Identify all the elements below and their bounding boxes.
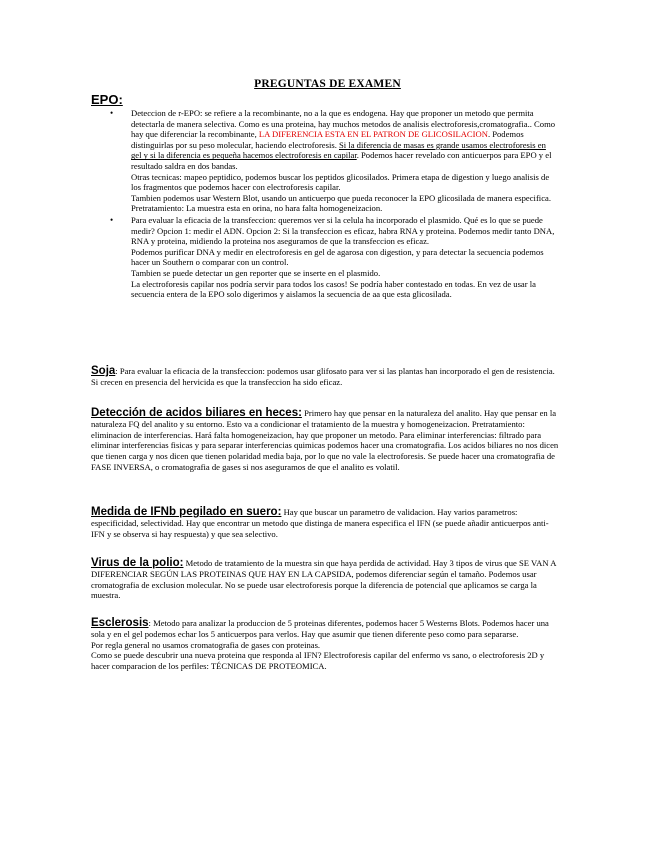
soja-text: : Para evaluar la eficacia de la transfeccion: podemos usar glifosato para ver si las plantas han incorporado el gen de resistencia. Si crecen en presencia del hervicida es que la transfeccion ha sido eficaz.	[91, 366, 555, 387]
epo-b2-p2: Podemos purificar DNA y medir en electroforesis en gel de agarosa con digestion, y para detectar la secuencia podemos hacer un Southern o comparar con un control.	[131, 246, 544, 268]
epo-b1-otras-tecnicas: Otras tecnicas: mapeo peptidico, podemos buscar los peptidos glicosilados. Primera etapa de digestion y luego analisis de los fragmentos que podemos hacer con electroforesis capilar.	[131, 171, 550, 193]
epo-b1-text-b: . Podemos distinguirlas por su peso molecular, haciendo electroforesis.	[131, 129, 524, 150]
polio-caps-text: SE VAN A DIFERENCIAR SEGÚN LAS PROTEINAS QUE HAY EN LA CAPSIDA	[91, 558, 556, 579]
esclerosis-heading: Esclerosis	[91, 617, 149, 629]
epo-bullet1-paragraph	[131, 108, 558, 172]
esclerosis-p1: : Metodo para analizar la produccion de 5 proteinas diferentes, podemos hacer 5 Westerns Blots. Podemos hacer una sola y en el gel podemos echar los 5 anticuerpos para verlos. Hay que asumir que tienen diferente peso como para separarse.	[91, 618, 549, 639]
epo-b2-p1: Para evaluar la eficacia de la transfeccion: queremos ver si la celula ha incorporado el plasmido. Qué es lo que se puede medir? Opcion 1: medir el ADN. Opcion 2: Si la transfeccion es eficaz, habra RNA y proteina. Podemos medir tanto DNA, RNA y proteina, midiendo la proteina nos aseguramos de que la transfeccion es eficaz.	[131, 214, 555, 247]
esclerosis-p3: Como se puede descubrir una nueva proteina que responda al IFN? Electroforesis capilar del enfermo vs sano, o electroforesis 2D y hacer comparacion de los perfiles: TÉCNICAS DE PROTEOMICA.	[91, 650, 545, 672]
bullet-dot: •	[110, 108, 114, 118]
polio-text-a: Metodo de tratamiento de la muestra sin que haya perdida de actividad. Hay 3 tipos de virus que	[183, 558, 519, 568]
acidos-biliares-heading: Detección de acidos biliares en heces:	[91, 407, 302, 419]
page-title: PREGUNTAS DE EXAMEN	[254, 78, 401, 90]
bullet-dot: •	[110, 214, 114, 225]
epo-b1-pretratamiento: Pretratamiento: La muestra esta en orina, no hara falta homogeneizacion.	[131, 203, 383, 214]
acidos-biliares-section	[91, 408, 561, 473]
epo-b1-western-blot: Tambien podemos usar Western Blot, usando un anticuerpo que pueda reconocer la EPO glicosilada de manera especifica.	[131, 192, 551, 203]
soja-heading: Soja	[91, 365, 116, 377]
esclerosis-section	[91, 618, 561, 672]
ifnb-section	[91, 507, 561, 539]
ifnb-heading: Medida de IFNb pegilado en suero:	[91, 506, 282, 518]
soja-section	[91, 366, 561, 388]
epo-b1-text-c: . Podemos hacer revelado con anticuerpos para EPO y el resultado saldra en dos bandas.	[131, 150, 552, 171]
epo-b1-text-a: Deteccion de r-EPO: se refiere a la recombinante, no a la que es endogena. Hay que proponer un metodo que permita detectarla de manera selectiva. Como es una proteina, hay muchos metodos de analisis electroforesis,cromatografia.. Como hay que diferenciar la recombinante,	[131, 108, 556, 140]
epo-b1-red-text: LA DIFERENCIA ESTA EN EL PATRON DE GLICOSILACION	[258, 129, 488, 140]
epo-b2-p3: Tambien se puede detectar un gen reporter que se inserte en el plasmido.	[131, 267, 381, 278]
esclerosis-p2: Por regla general no usamos cromatografia de gases con proteinas.	[91, 639, 321, 650]
epo-bullet-list	[110, 108, 558, 300]
acidos-biliares-text: Primero hay que pensar en la naturaleza del analito. Hay que pensar en la naturaleza FQ del analito y su entorno. Esto va a condicionar el tratamiento de la muestra y homogeneizacion. Pretratamiento: eliminacion de interferencias. Hará falta homogeneizacion, hay que proponer un metodo. Para eliminar interferencias: filtrado para eliminar interferencias fisicas y para separar interferencias quimicas podemos hacer una cromatografia. Los acidos biliares no nos dicen que tienen carga y nos dicen que tienen polaridad media baja, por lo que no vale la electroforesis. Se puede hacer una cromatografia de FASE INVERSA, o cromatografia de gases si nos aseguramos de que el analito es volatil.	[91, 408, 559, 472]
polio-section	[91, 558, 561, 601]
ifnb-text: Hay que buscar un parametro de validacion. Hay varios parametros: especificidad, selectividad. Hay que encontrar un metodo que distinga de manera especifica el IFN (se puede añadir anticuerpos anti-IFN y se observa si hay respuesta) y que sea selectivo.	[91, 507, 549, 539]
epo-bullet-transfeccion	[110, 215, 558, 300]
polio-text-b: , podemos diferenciar según el tamaño. Podemos usar cromatografia de exclusion molecular. No se puede usar electroforesis porque la diferencia de potencial que aplicamos se carga la muestra.	[91, 568, 537, 601]
epo-bullet-deteccion	[110, 108, 558, 214]
epo-heading: EPO:	[91, 92, 123, 107]
polio-heading: Virus de la polio:	[91, 557, 184, 569]
epo-b2-p4: La electroforesis capilar nos podría servir para todos los casos! Se podría haber contestado en todas. En vez de usar la secuencia entera de la EPO solo digerimos y aislamos la secuencia de aa que esta glicosilada.	[131, 278, 536, 300]
epo-b1-underlined-text: Si la diferencia de masas es grande usamos electroforesis en gel y si la diferencia es pequeña hacemos electroforesis en capilar	[131, 139, 546, 161]
